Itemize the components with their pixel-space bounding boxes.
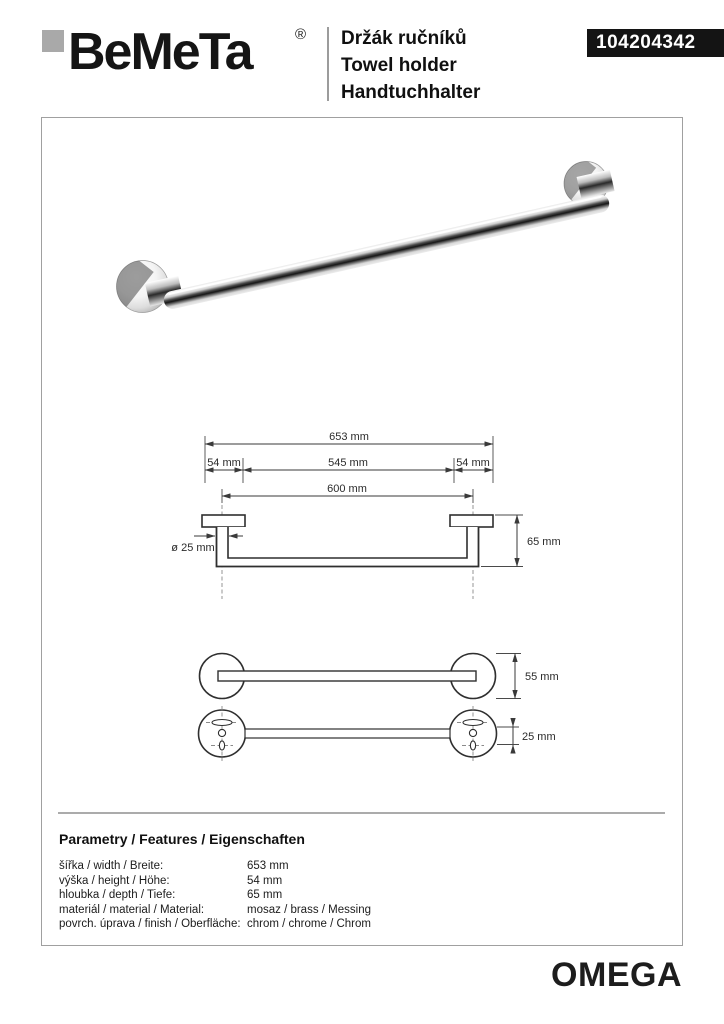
svg-text:54 mm: 54 mm: [456, 457, 490, 469]
svg-text:653 mm: 653 mm: [329, 431, 369, 443]
svg-text:545 mm: 545 mm: [328, 457, 368, 469]
param-label-depth: hloubka / depth / Tiefe:: [59, 889, 176, 902]
param-label-material: materiál / material / Material:: [59, 903, 205, 916]
parameters-title: Parametry / Features / Eigenschaften: [59, 831, 305, 847]
table-row: [59, 874, 371, 889]
dimension-mount-distance: [222, 483, 473, 503]
svg-text:65 mm: 65 mm: [527, 536, 561, 548]
product-photo: [95, 151, 615, 313]
side-view: [171, 505, 560, 599]
registered-trademark-icon: ®: [295, 26, 307, 43]
param-value-material: mosaz / brass / Messing: [247, 903, 371, 916]
svg-text:25 mm: 25 mm: [522, 731, 556, 743]
param-label-height: výška / height / Höhe:: [59, 874, 170, 887]
table-row: [59, 888, 371, 903]
technical-drawing: [171, 431, 560, 761]
svg-text:600 mm: 600 mm: [327, 483, 367, 495]
table-row: [59, 859, 371, 874]
param-label-width: šířka / width / Breite:: [59, 860, 164, 872]
product-name-czech: Držák ručníků: [341, 28, 467, 49]
product-name-german: Handtuchhalter: [341, 82, 481, 103]
product-name-english: Towel holder: [341, 55, 457, 76]
param-value-depth: 65 mm: [247, 889, 283, 902]
brand-logo-text: BeMeTa: [68, 23, 252, 81]
param-value-width: 653 mm: [247, 860, 289, 872]
dimension-offsets: [205, 457, 493, 483]
table-row: [59, 917, 371, 932]
series-name: OMEGA: [551, 956, 682, 994]
front-view: [200, 654, 559, 699]
table-row: [59, 903, 371, 918]
svg-text:ø 25 mm: ø 25 mm: [171, 542, 215, 554]
towel-bar: [162, 193, 611, 311]
parameters-table: [59, 859, 371, 932]
param-value-finish: chrom / chrome / Chrom: [247, 918, 371, 931]
param-label-finish: povrch. úprava / finish / Oberfläche:: [59, 918, 241, 931]
parameters-divider: [58, 812, 665, 814]
svg-text:55 mm: 55 mm: [525, 671, 559, 683]
svg-text:54 mm: 54 mm: [207, 457, 241, 469]
product-code-badge: 104204342: [587, 29, 724, 57]
param-value-height: 54 mm: [247, 874, 283, 887]
mounting-view: [199, 706, 556, 761]
